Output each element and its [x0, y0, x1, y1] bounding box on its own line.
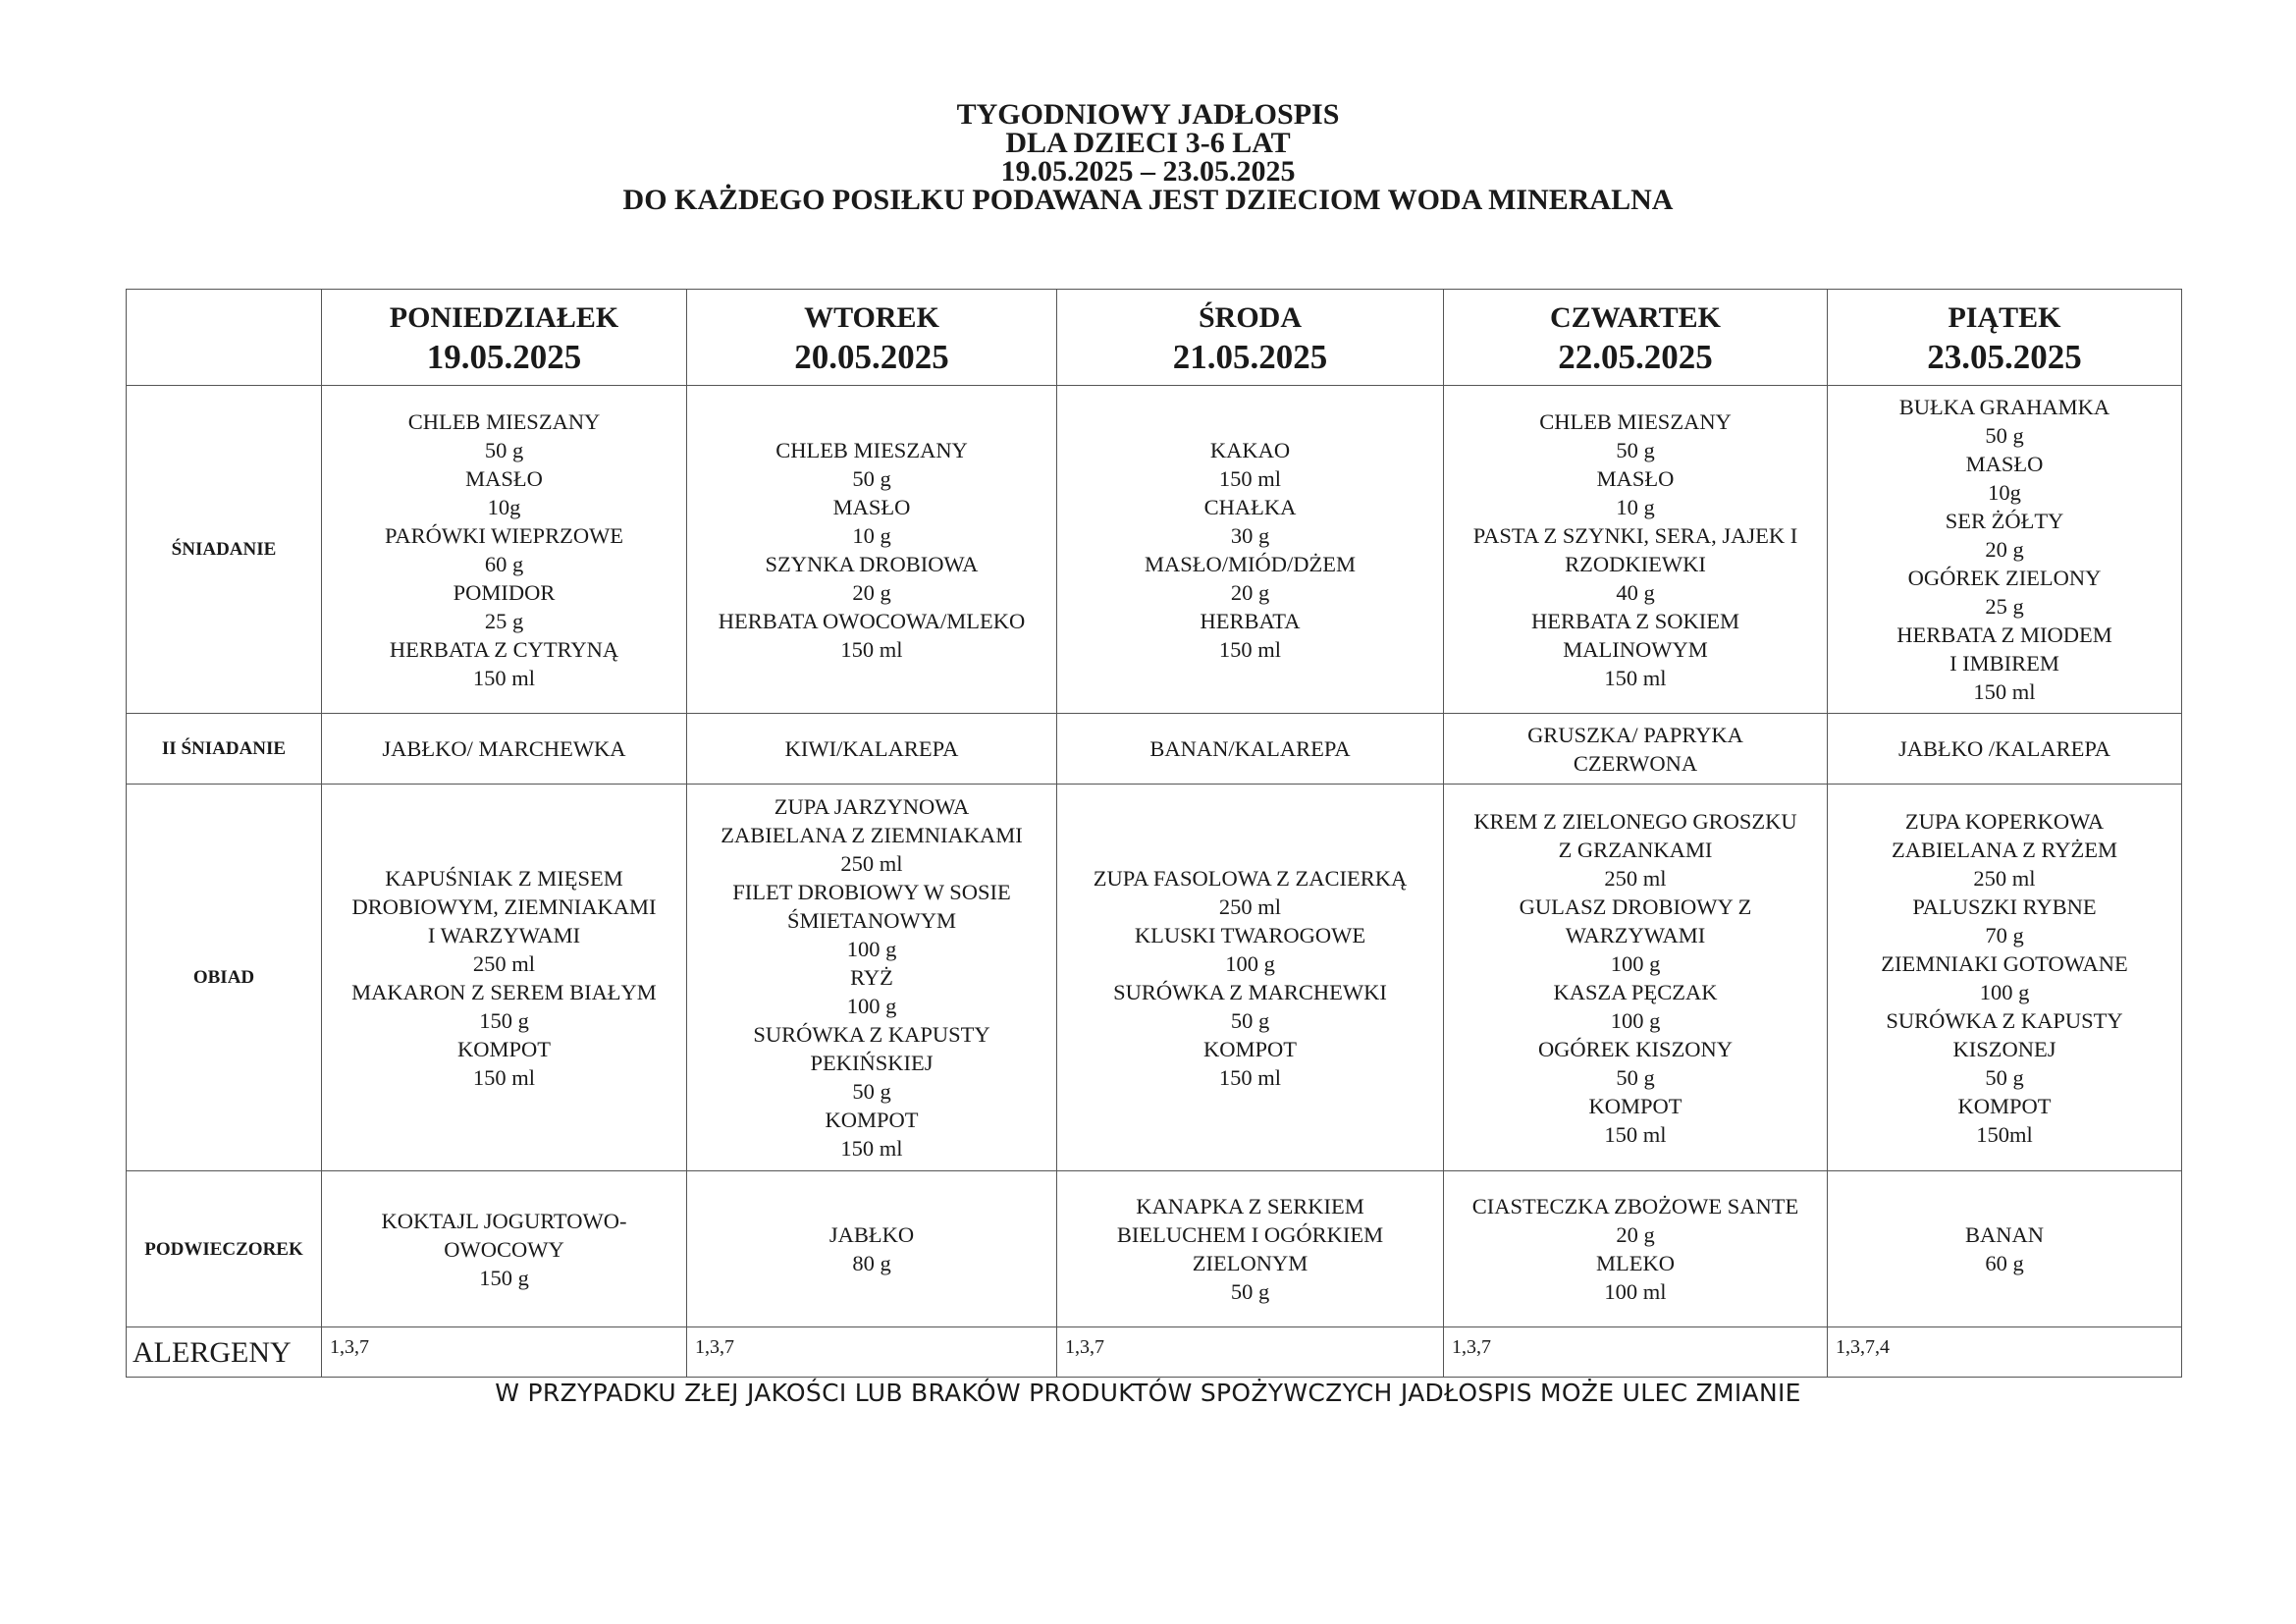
meal-cell	[1057, 785, 1444, 1171]
meal-item-line: 150 ml	[1604, 665, 1667, 690]
day-name: PIĄTEK	[1948, 300, 2061, 334]
meal-item-line: 50 g	[852, 465, 891, 491]
meal-item-line: 20 g	[852, 579, 891, 605]
meal-cell	[687, 386, 1057, 714]
meal-item-line: RYŻ	[850, 965, 893, 990]
meal-item-line: 250 ml	[1973, 865, 2036, 891]
meal-item-line: DROBIOWYM, ZIEMNIAKAMI	[351, 893, 657, 919]
meal-cell	[1444, 714, 1828, 785]
meal-item-line: 150 ml	[1973, 679, 2036, 704]
meal-cell	[1828, 714, 2182, 785]
meal-item-line: CZERWONA	[1573, 750, 1698, 776]
meal-item-line: 100 g	[1225, 950, 1275, 976]
meal-item-line: 50 g	[1985, 423, 2024, 448]
meal-cell	[1828, 386, 2182, 714]
meal-cell	[1444, 785, 1828, 1171]
meal-item-line: 150 ml	[1218, 1064, 1282, 1090]
meal-item-line: KOKTAJL JOGURTOWO-	[381, 1208, 627, 1233]
meal-item-line: MASŁO/MIÓD/DŻEM	[1144, 551, 1356, 576]
meal-item-line: ZUPA FASOLOWA Z ZACIERKĄ	[1093, 865, 1408, 891]
meal-item-line: 150 ml	[840, 1136, 903, 1161]
allergens-value: 1,3,7,4	[1828, 1327, 2182, 1378]
meal-item-line: 10g	[487, 494, 521, 519]
meal-item-line: 150 ml	[472, 1064, 536, 1090]
meal-item-line: 50 g	[484, 437, 524, 462]
day-date: 23.05.2025	[1927, 337, 2082, 376]
days-header-row	[127, 290, 2182, 386]
meal-item-line: 40 g	[1616, 579, 1655, 605]
meal-item-line: MASŁO	[465, 465, 543, 491]
meal-item-line: JABŁKO/ MARCHEWKA	[382, 736, 626, 761]
day-name: CZWARTEK	[1550, 300, 1721, 334]
meal-item-line: ZUPA KOPERKOWA	[1904, 808, 2105, 834]
meal-item-line: KANAPKA Z SERKIEM	[1136, 1194, 1364, 1218]
meal-item-line: OWOCOWY	[444, 1236, 564, 1262]
meal-item-line: 100 g	[846, 937, 897, 961]
day-header-friday	[1828, 290, 2182, 386]
meal-item-line: 50 g	[1985, 1064, 2024, 1090]
meal-item-line: I IMBIREM	[1949, 651, 2059, 676]
meal-item-line: MAKARON Z SEREM BIAŁYM	[351, 979, 657, 1004]
day-header-wednesday	[1057, 290, 1444, 386]
meal-item-line: HERBATA Z MIODEM	[1896, 623, 2112, 647]
meal-item-line: 10 g	[852, 522, 891, 548]
meal-item-line: ZIEMNIAKI GOTOWANE	[1881, 950, 2128, 976]
day-date: 20.05.2025	[794, 337, 949, 376]
meal-item-line: POMIDOR	[453, 579, 556, 605]
meal-item-line: BANAN/KALAREPA	[1149, 736, 1351, 761]
meal-cell	[322, 1171, 687, 1327]
meal-item-line: MASŁO	[1596, 465, 1675, 491]
meal-item-line: 150 g	[479, 1265, 529, 1290]
meal-item-line: GULASZ DROBIOWY Z	[1519, 893, 1752, 919]
day-header-thursday	[1444, 290, 1828, 386]
lunch-row	[127, 785, 2182, 1171]
meal-item-line: PASTA Z SZYNKI, SERA, JAJEK I	[1472, 522, 1798, 548]
corner-cell	[127, 290, 322, 386]
meal-item-line: 250 ml	[472, 950, 536, 976]
meal-item-line: MALINOWYM	[1563, 636, 1708, 662]
menu-header	[0, 100, 2296, 214]
menu-water-note: DO KAŻDEGO POSIŁKU PODAWANA JEST DZIECIOM WODA MINERALNA	[622, 184, 1674, 216]
meal-item-line: WARZYWAMI	[1565, 922, 1706, 947]
meal-item-line: 250 ml	[1218, 893, 1282, 919]
meal-item-line: 50 g	[852, 1079, 891, 1104]
meal-item-line: MASŁO	[832, 494, 911, 519]
meal-cell	[1057, 1171, 1444, 1327]
disclaimer-footer: W PRZYPADKU ZŁEJ JAKOŚCI LUB BRAKÓW PRODUKTÓW SPOŻYWCZYCH JADŁOSPIS MOŻE ULEC ZMIANIE	[495, 1379, 1801, 1407]
meal-item-line: 150 ml	[840, 636, 903, 662]
meal-item-line: PEKIŃSKIEJ	[810, 1051, 934, 1075]
meal-item-line: CHLEB MIESZANY	[407, 408, 601, 434]
meal-item-line: KOMPOT	[456, 1036, 551, 1061]
meal-item-line: 50 g	[1616, 1064, 1655, 1090]
meal-cell	[1828, 785, 2182, 1171]
allergens-label: ALERGENY	[127, 1327, 322, 1378]
day-header-tuesday	[687, 290, 1057, 386]
meal-item-line: ZUPA JARZYNOWA	[774, 794, 970, 819]
meal-label-afternoon-snack: PODWIECZOREK	[127, 1171, 322, 1327]
meal-item-line: KASZA PĘCZAK	[1553, 979, 1718, 1004]
day-date: 19.05.2025	[426, 337, 582, 376]
meal-item-line: CHLEB MIESZANY	[1539, 408, 1732, 434]
meal-item-line: 10g	[1988, 480, 2021, 505]
meal-label-lunch: OBIAD	[127, 785, 322, 1171]
allergens-value: 1,3,7	[1444, 1327, 1828, 1378]
meal-item-line: HERBATA Z SOKIEM	[1531, 608, 1739, 633]
meal-item-line: KIWI/KALAREPA	[784, 736, 959, 761]
meal-item-line: SZYNKA DROBIOWA	[765, 551, 979, 576]
meal-item-line: 80 g	[852, 1251, 891, 1275]
meal-cell	[322, 785, 687, 1171]
meal-item-line: RZODKIEWKI	[1565, 551, 1706, 576]
meal-label-breakfast: ŚNIADANIE	[127, 386, 322, 714]
meal-item-line: ZABIELANA Z ZIEMNIAKAMI	[721, 823, 1023, 847]
meal-item-line: 10 g	[1616, 494, 1655, 519]
meal-item-line: 25 g	[1985, 594, 2024, 619]
meal-item-line: 150 ml	[472, 665, 536, 690]
meal-cell	[1057, 386, 1444, 714]
breakfast-row	[127, 386, 2182, 714]
day-name: WTOREK	[804, 300, 939, 334]
meal-item-line: ZIELONYM	[1192, 1251, 1308, 1275]
allergens-value: 1,3,7	[687, 1327, 1057, 1378]
meal-label-second-breakfast: II ŚNIADANIE	[127, 714, 322, 785]
meal-item-line: 30 g	[1230, 522, 1270, 548]
meal-item-line: 50 g	[1230, 1279, 1270, 1304]
meal-item-line: 100 ml	[1604, 1279, 1667, 1304]
meal-item-line: MASŁO	[1965, 452, 2044, 476]
meal-item-line: KAPUŚNIAK Z MIĘSEM	[385, 865, 623, 891]
meal-item-line: SURÓWKA Z MARCHEWKI	[1113, 979, 1387, 1004]
meal-item-line: 100 g	[1610, 950, 1661, 976]
meal-item-line: BIELUCHEM I OGÓRKIEM	[1116, 1222, 1384, 1247]
meal-item-line: HERBATA	[1200, 608, 1301, 633]
meal-item-line: OGÓREK ZIELONY	[1907, 566, 2102, 590]
meal-item-line: CHLEB MIESZANY	[775, 437, 968, 462]
meal-cell	[1444, 1171, 1828, 1327]
menu-date-range: 19.05.2025 – 23.05.2025	[1000, 155, 1296, 188]
meal-item-line: 60 g	[1985, 1251, 2024, 1275]
meal-item-line: BUŁKA GRAHAMKA	[1898, 395, 2110, 419]
meal-item-line: KLUSKI TWAROGOWE	[1134, 922, 1366, 947]
meal-item-line: 150 ml	[1604, 1121, 1667, 1147]
meal-cell	[1444, 386, 1828, 714]
meal-item-line: 150ml	[1976, 1121, 2033, 1147]
allergens-value: 1,3,7	[322, 1327, 687, 1378]
meal-item-line: 250 ml	[1604, 865, 1667, 891]
day-name: ŚRODA	[1198, 300, 1302, 334]
meal-item-line: HERBATA OWOCOWA/MLEKO	[718, 608, 1026, 633]
meal-item-line: CIASTECZKA ZBOŻOWE SANTE	[1471, 1194, 1799, 1218]
meal-item-line: MLEKO	[1596, 1251, 1675, 1275]
meal-item-line: 100 g	[1979, 979, 2030, 1004]
meal-item-line: 250 ml	[840, 851, 903, 876]
allergens-row	[127, 1327, 2182, 1378]
meal-item-line: I WARZYWAMI	[427, 922, 581, 947]
meal-item-line: 20 g	[1985, 537, 2024, 562]
meal-item-line: 100 g	[1610, 1007, 1661, 1033]
meal-item-line: FILET DROBIOWY W SOSIE	[732, 880, 1011, 904]
meal-item-line: 20 g	[1616, 1222, 1655, 1247]
meal-item-line: ŚMIETANOWYM	[787, 908, 956, 933]
day-date: 21.05.2025	[1172, 337, 1328, 376]
meal-item-line: KOMPOT	[1202, 1036, 1297, 1061]
meal-item-line: SURÓWKA Z KAPUSTY	[1886, 1007, 2123, 1033]
day-header-monday	[322, 290, 687, 386]
meal-item-line: 20 g	[1230, 579, 1270, 605]
meal-cell	[687, 714, 1057, 785]
day-name: PONIEDZIAŁEK	[389, 300, 619, 334]
meal-cell	[322, 714, 687, 785]
meal-item-line: 60 g	[484, 551, 524, 576]
meal-item-line: BANAN	[1964, 1222, 2044, 1247]
meal-item-line: CHAŁKA	[1203, 494, 1297, 519]
meal-item-line: KREM Z ZIELONEGO GROSZKU	[1473, 808, 1797, 834]
meal-item-line: GRUSZKA/ PAPRYKA	[1527, 722, 1743, 747]
meal-cell	[687, 1171, 1057, 1327]
meal-item-line: 150 g	[479, 1007, 529, 1033]
meal-item-line: KOMPOT	[825, 1108, 919, 1132]
day-date: 22.05.2025	[1558, 337, 1713, 376]
meal-item-line: KISZONEJ	[1952, 1036, 2056, 1061]
meal-cell	[322, 386, 687, 714]
meal-item-line: 150 ml	[1218, 636, 1282, 662]
meal-item-line: 70 g	[1985, 922, 2024, 947]
meal-item-line: PALUSZKI RYBNE	[1912, 893, 2097, 919]
menu-title: TYGODNIOWY JADŁOSPIS	[956, 98, 1340, 131]
allergens-value: 1,3,7	[1057, 1327, 1444, 1378]
meal-item-line: 150 ml	[1218, 465, 1282, 491]
meal-item-line: KOMPOT	[1588, 1093, 1682, 1118]
weekly-menu-table	[126, 289, 2182, 1378]
meal-item-line: KOMPOT	[1957, 1093, 2052, 1118]
meal-item-line: OGÓREK KISZONY	[1537, 1036, 1734, 1061]
meal-item-line: 50 g	[1616, 437, 1655, 462]
meal-item-line: PARÓWKI WIEPRZOWE	[384, 522, 624, 548]
meal-item-line: JABŁKO	[828, 1222, 915, 1247]
second-breakfast-row	[127, 714, 2182, 785]
meal-item-line: SURÓWKA Z KAPUSTY	[753, 1022, 990, 1047]
meal-item-line: 25 g	[484, 608, 524, 633]
meal-cell	[1057, 714, 1444, 785]
afternoon-snack-row	[127, 1171, 2182, 1327]
meal-item-line: 100 g	[846, 994, 897, 1018]
meal-item-line: HERBATA Z CYTRYNĄ	[389, 636, 619, 662]
meal-cell	[687, 785, 1057, 1171]
meal-item-line: JABŁKO /KALAREPA	[1897, 736, 2111, 761]
menu-age-group: DLA DZIECI 3-6 LAT	[1005, 127, 1291, 159]
meal-item-line: Z GRZANKAMI	[1558, 837, 1713, 862]
meal-item-line: ZABIELANA Z RYŻEM	[1892, 837, 2117, 862]
meal-item-line: 50 g	[1230, 1007, 1270, 1033]
meal-item-line: SER ŻÓŁTY	[1945, 509, 2064, 533]
meal-cell	[1828, 1171, 2182, 1327]
meal-item-line: KAKAO	[1209, 437, 1291, 462]
